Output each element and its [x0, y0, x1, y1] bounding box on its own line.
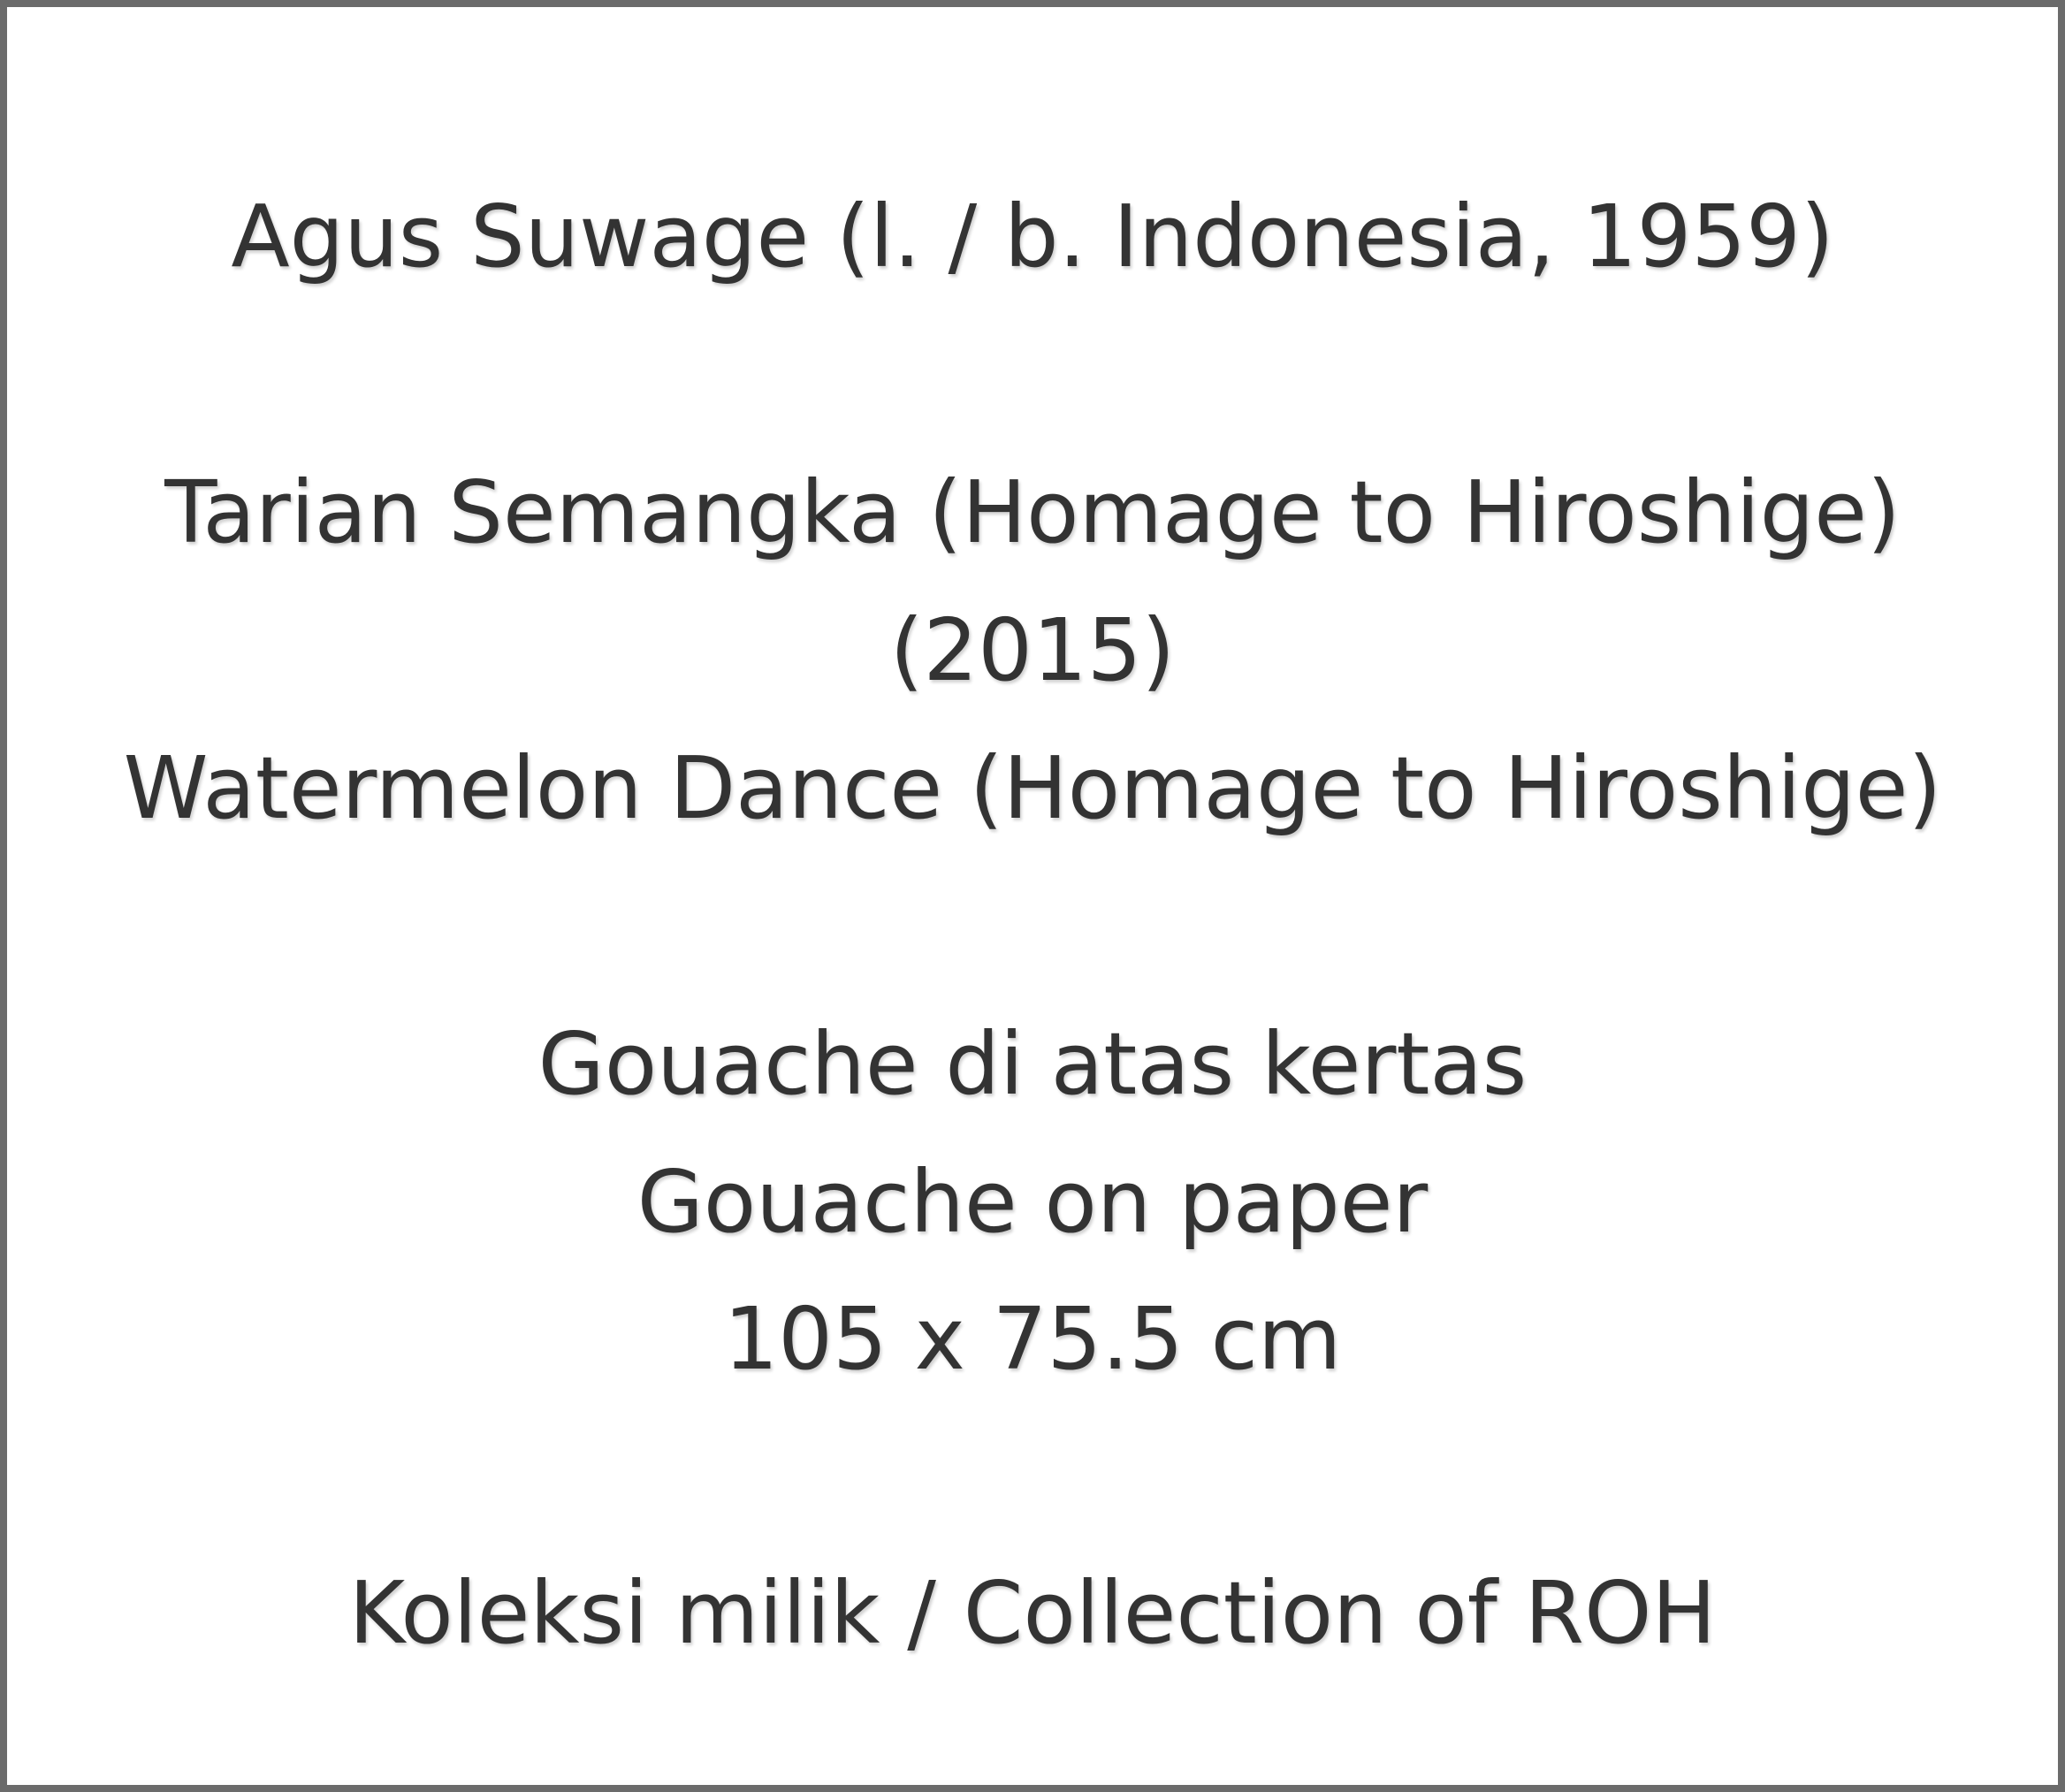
- medium-english: Gouache on paper: [636, 1152, 1429, 1252]
- medium-indonesian: Gouache di atas kertas: [537, 1014, 1528, 1114]
- collection-line: Koleksi milik / Collection of ROH: [348, 1563, 1717, 1663]
- title-indonesian: Tarian Semangka (Homage to Hiroshige): [164, 462, 1901, 562]
- artist-line: Agus Suwage (l. / b. Indonesia, 1959): [231, 187, 1834, 286]
- artwork-year: (2015): [889, 600, 1176, 700]
- title-english: Watermelon Dance (Homage to Hiroshige): [123, 738, 1942, 838]
- artwork-dimensions: 105 x 75.5 cm: [723, 1289, 1342, 1389]
